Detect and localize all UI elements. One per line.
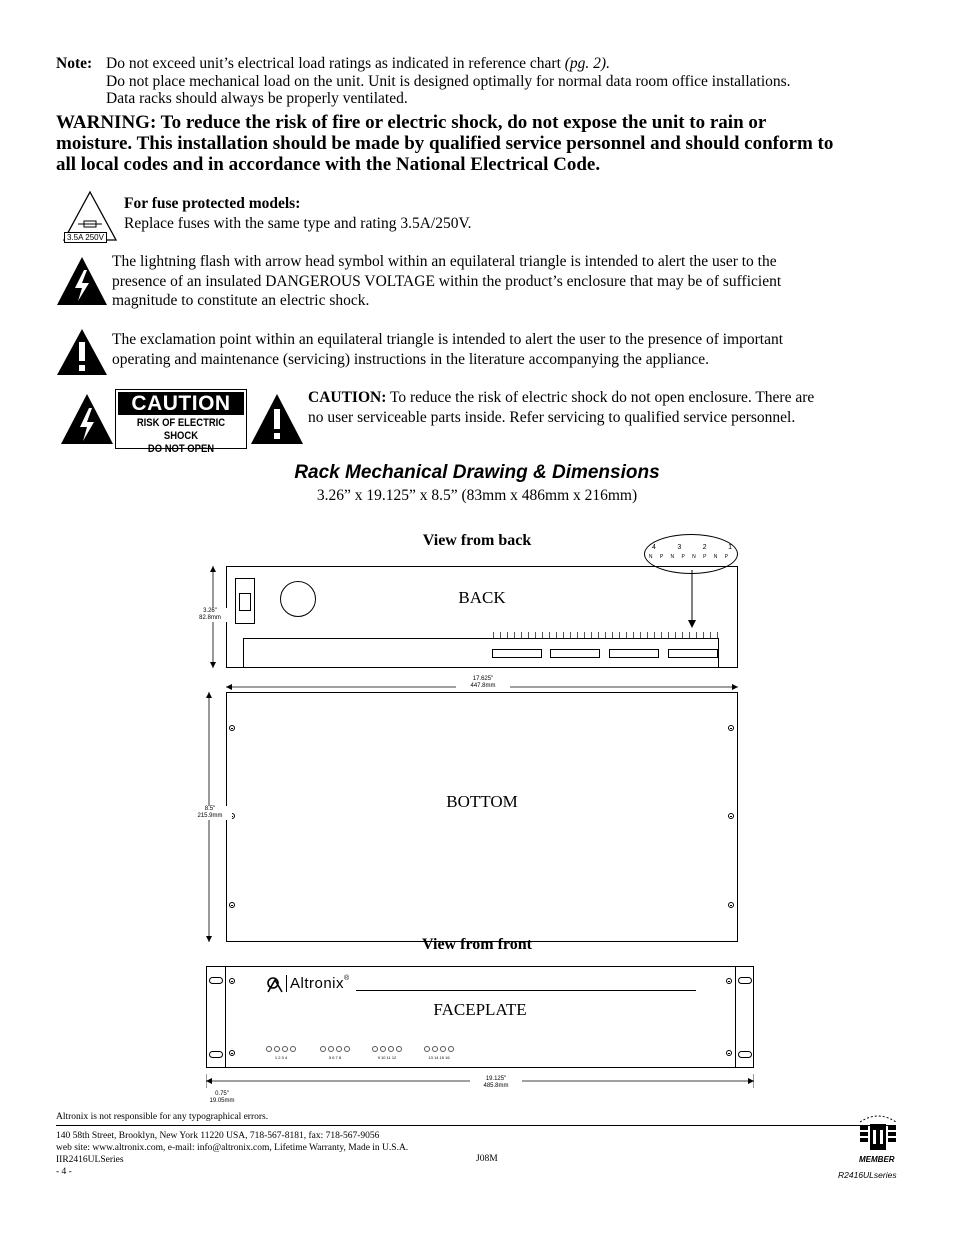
lightning-line3: magnitude to constitute an electric shock. <box>112 292 370 309</box>
view-from-back-label: View from back <box>422 532 532 549</box>
caution-label: CAUTION: <box>308 389 387 406</box>
callout-group-3: 3 <box>677 544 682 551</box>
warning-line1: WARNING: To reduce the risk of fire or electric shock, do not expose the unit to rain or <box>56 112 767 133</box>
width-mm: 447.8mm <box>470 683 496 689</box>
mounting-slot <box>209 977 223 984</box>
drawing-subtitle: 3.26” x 19.125” x 8.5” (83mm x 486mm x 216mm) <box>316 487 638 504</box>
faceplate-screw <box>726 1050 732 1056</box>
exclamation-line1: The exclamation point within an equilateral triangle is intended to alert the user to the presence of important <box>112 331 784 348</box>
warning-block <box>56 112 916 175</box>
footer-rev: J08M <box>476 1154 498 1164</box>
exclamation-line2: operating and maintenance (servicing) instructions in the literature accompanying the appliance. <box>112 350 709 368</box>
footer-web: web site: www.altronix.com, e-mail: info@altronix.com, Lifetime Warranty, Made in U.S.A. <box>56 1143 409 1153</box>
caution-badge-line1: RISK OF ELECTRIC SHOCK <box>136 417 226 442</box>
terminal-labels-strip <box>493 632 718 638</box>
view-from-front-label: View from front <box>422 936 532 953</box>
series-label: R2416ULseries <box>838 1170 897 1180</box>
terminal-block-2 <box>550 649 600 658</box>
height-dimension-label <box>190 608 230 622</box>
caution-badge-line2: DO NOT OPEN <box>147 443 215 455</box>
mounting-slot <box>738 977 752 984</box>
faceplate-screw <box>229 978 235 984</box>
terminal-block-1 <box>492 649 542 658</box>
note-line1: Do not exceed unit’s electrical load ratings as indicated in reference chart <box>106 55 561 72</box>
front-width-inches: 19.125" <box>485 1076 507 1082</box>
callout-group-1: 1 <box>728 544 732 551</box>
bottom-screw <box>229 725 235 731</box>
lightning-text <box>112 252 912 311</box>
brand-name: Altronix® <box>286 975 350 992</box>
callout-pin-labels: N P N P N P N P <box>648 554 732 560</box>
width-inches: 17.625" <box>472 676 494 682</box>
note-label: Note: <box>56 55 93 72</box>
callout-group-4: 4 <box>652 544 656 551</box>
note-ref: (pg. 2). <box>564 55 610 72</box>
disclaimer: Altronix is not responsible for any typographical errors. <box>56 1112 269 1122</box>
fuse-line: Replace fuses with the same type and rating 3.5A/250V. <box>124 214 472 232</box>
bottom-screw <box>728 902 734 908</box>
terminal-block-4 <box>668 649 718 658</box>
lightning-triangle-icon <box>56 256 108 306</box>
brand-text: Altronix <box>286 975 344 992</box>
height-inches: 3.26" <box>203 608 217 614</box>
caution-exclamation-icon <box>250 393 304 445</box>
member-logo-icon <box>856 1112 900 1154</box>
depth-dimension-label <box>188 806 232 820</box>
footer-address-block <box>56 1130 408 1178</box>
warning-line3: all local codes and in accordance with the National Electrical Code. <box>56 154 601 175</box>
callout-group-labels <box>652 544 732 551</box>
ear-dimension-label <box>200 1091 244 1105</box>
lightning-line1: The lightning flash with arrow head symbol within an equilateral triangle is intended to alert the user to the <box>112 253 777 270</box>
footer-doc-id: IIR2416ULSeries <box>56 1155 124 1165</box>
footer-address: 140 58th Street, Brooklyn, New York 11220 USA, 718-567-8181, fax: 718-567-9056 <box>56 1131 380 1141</box>
exclamation-triangle-icon <box>56 328 108 376</box>
note-block <box>56 54 92 74</box>
led-group-label: 13 14 15 16 <box>428 1055 450 1060</box>
mounting-slot <box>209 1051 223 1058</box>
note-line3: Data racks should always be properly ventilated. <box>106 90 408 107</box>
brand-underline <box>356 990 696 991</box>
drawing-title: Rack Mechanical Drawing & Dimensions <box>294 462 660 483</box>
fuse-icon-label: 3.5A 250V <box>64 232 107 243</box>
fuse-heading: For fuse protected models: <box>124 195 301 212</box>
bottom-screw <box>229 902 235 908</box>
lightning-line2: presence of an insulated DANGEROUS VOLTAGE within the product’s enclosure that may be of sufficient <box>112 272 782 290</box>
ear-inches: 0.75" <box>215 1091 229 1097</box>
led-group-label: 1 2 3 4 <box>274 1055 288 1060</box>
terminal-block-3 <box>609 649 659 658</box>
front-width-dimension-label <box>470 1076 522 1090</box>
faceplate-label: FACEPLATE <box>433 1000 527 1019</box>
bottom-screw <box>728 813 734 819</box>
caution-text <box>308 388 908 427</box>
width-dimension-label <box>456 676 510 690</box>
note-text <box>106 54 906 109</box>
note-line2: Do not place mechanical load on the unit. Unit is designed optimally for normal data room office installations. <box>106 72 791 90</box>
back-label: BACK <box>458 588 506 607</box>
footer-page: - 4 - <box>56 1167 72 1177</box>
height-mm: 82.8mm <box>199 615 221 621</box>
altronix-logo-icon <box>266 976 286 994</box>
depth-mm: 215.9mm <box>197 813 223 819</box>
bottom-label: BOTTOM <box>446 792 518 811</box>
mounting-slot <box>738 1051 752 1058</box>
led-group-label: 9 10 11 12 <box>377 1055 397 1060</box>
faceplate-screw <box>726 978 732 984</box>
footer-rule <box>56 1125 896 1126</box>
depth-inches: 8.5" <box>204 806 216 812</box>
member-label: MEMBER <box>859 1155 895 1164</box>
warning-line2: moisture. This installation should be made by qualified service personnel and should conform to <box>56 133 834 154</box>
caution-line2: no user serviceable parts inside. Refer servicing to qualified service personnel. <box>308 408 796 426</box>
fuse-text <box>124 194 472 233</box>
led-group-label: 5 6 7 8 <box>328 1055 342 1060</box>
caution-badge <box>115 389 247 455</box>
ear-mm: 19.05mm <box>209 1098 235 1104</box>
exclamation-text <box>112 330 912 369</box>
caution-lightning-icon <box>60 393 114 445</box>
callout-group-2: 2 <box>702 544 707 551</box>
front-width-mm: 485.8mm <box>483 1083 509 1089</box>
caution-line1: To reduce the risk of electric shock do not open enclosure. There are <box>389 389 815 406</box>
bottom-panel <box>226 692 738 942</box>
caution-badge-title: CAUTION <box>118 392 244 415</box>
faceplate-screw <box>229 1050 235 1056</box>
bottom-screw <box>728 725 734 731</box>
